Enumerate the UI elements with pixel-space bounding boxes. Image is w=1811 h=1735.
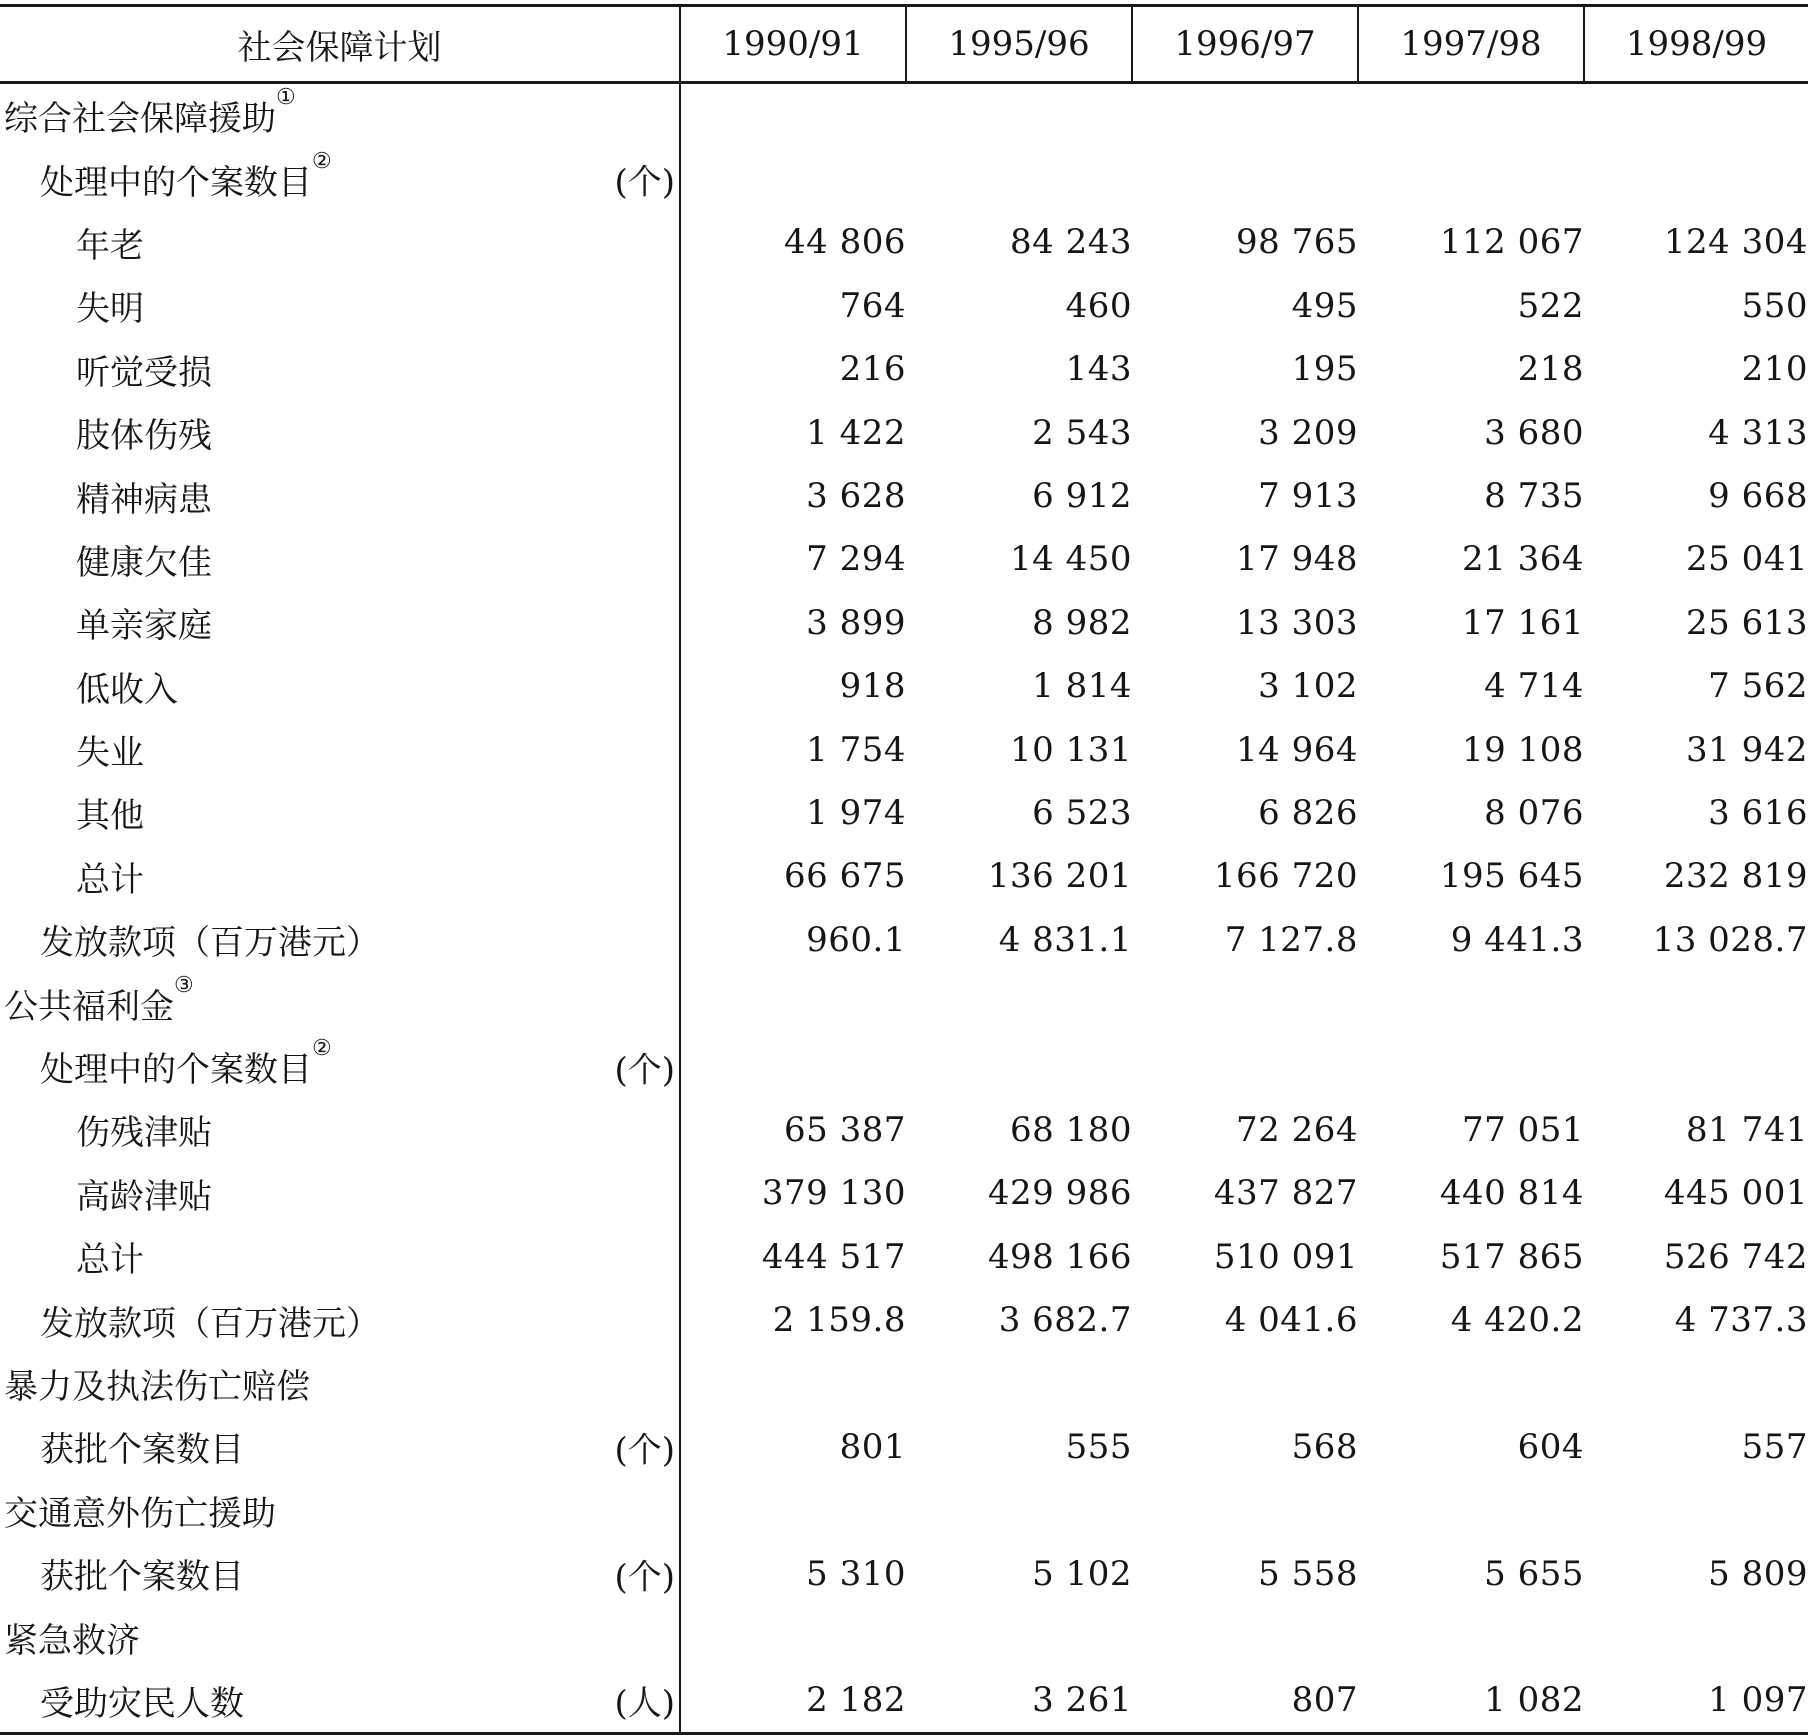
value-cell: 1 422 (680, 401, 906, 464)
table-row (0, 1225, 1808, 1288)
value-cell: 460 (1065, 285, 1132, 326)
row-label: 肢体伤残 (76, 416, 212, 457)
table-row (0, 1162, 1808, 1225)
row-label-cell (0, 338, 680, 401)
table-row (0, 211, 1808, 274)
value-cell: 112 067 (1439, 222, 1584, 263)
row-label: 失业 (76, 733, 144, 774)
footnote-marker: ② (312, 1036, 332, 1062)
value-cell: 77 051 (1462, 1109, 1584, 1150)
value-cell: 4 313 (1708, 412, 1808, 453)
table-header (0, 6, 1808, 83)
row-label: 受助灾民人数 (40, 1683, 244, 1724)
row-label: 紧急救济 (4, 1620, 140, 1661)
row-label: 精神病患 (76, 479, 212, 520)
row-label-cell (0, 1479, 680, 1542)
row-label-cell (0, 1605, 680, 1668)
value-cell (906, 1035, 1132, 1098)
table-row (0, 464, 1808, 527)
row-label-cell (0, 1225, 680, 1288)
row-label-cell (0, 1288, 680, 1351)
value-cell: 5 809 (1708, 1553, 1808, 1594)
row-label-cell (0, 1669, 680, 1734)
value-cell (1358, 1352, 1584, 1415)
value-cell: 4 737.3 (1674, 1300, 1808, 1341)
row-label-cell (0, 781, 680, 844)
value-cell: 3 680 (1484, 412, 1584, 453)
unit-label: (人) (614, 1683, 675, 1724)
row-label-cell (0, 83, 680, 148)
value-cell: 232 819 (1663, 856, 1808, 897)
value-cell: 918 (680, 655, 906, 718)
value-cell: 8 982 (1032, 602, 1132, 643)
value-cell (680, 83, 906, 148)
value-cell: 3 261 (906, 1669, 1132, 1734)
value-cell: 5 558 (1258, 1553, 1358, 1594)
value-cell: 136 201 (987, 856, 1132, 897)
value-cell: 526 742 (1663, 1236, 1808, 1277)
unit-label: (个) (614, 1050, 675, 1091)
value-cell: 4 041.6 (1224, 1300, 1358, 1341)
header-year: 1997/98 (1358, 6, 1584, 83)
value-cell (1132, 1479, 1358, 1542)
value-cell: 44 806 (680, 211, 906, 274)
value-cell: 14 964 (1236, 729, 1358, 770)
table-row (0, 274, 1808, 337)
value-cell (906, 971, 1132, 1034)
value-cell (1358, 971, 1584, 1034)
value-cell (1584, 147, 1808, 210)
row-label-cell (0, 464, 680, 527)
table-row (0, 1669, 1808, 1734)
value-cell: 4 714 (1484, 666, 1584, 707)
row-label-cell (0, 211, 680, 274)
value-cell: 25 041 (1686, 539, 1808, 580)
footnote-marker: ① (276, 85, 296, 111)
value-cell: 3 102 (1258, 666, 1358, 707)
row-label: 低收入 (76, 669, 178, 710)
value-cell: 84 243 (1010, 222, 1132, 263)
row-label: 伤残津贴 (76, 1113, 212, 1154)
value-cell (1132, 83, 1358, 148)
value-cell: 4 420.2 (1450, 1300, 1584, 1341)
value-cell: 17 161 (1462, 602, 1584, 643)
value-cell: 3 209 (1258, 412, 1358, 453)
value-cell: 2 543 (1032, 412, 1132, 453)
value-cell: 429 986 (987, 1173, 1132, 1214)
value-cell: 444 517 (680, 1225, 906, 1288)
value-cell (1358, 1605, 1584, 1668)
table-row (0, 971, 1808, 1034)
table-body (0, 83, 1808, 1734)
row-label-cell (0, 1415, 680, 1478)
value-cell: 65 387 (680, 1098, 906, 1161)
value-cell (1584, 1605, 1808, 1668)
value-cell (1358, 1479, 1584, 1542)
value-cell: 8 735 (1484, 476, 1584, 517)
table-row (0, 1542, 1808, 1605)
unit-label: (个) (614, 162, 675, 203)
row-label: 暴力及执法伤亡赔偿 (4, 1367, 310, 1407)
row-label: 获批个案数目 (40, 1557, 244, 1598)
value-cell: 1 974 (680, 781, 906, 844)
value-cell: 1 754 (680, 718, 906, 781)
table-row (0, 1352, 1808, 1415)
value-cell: 517 865 (1439, 1236, 1584, 1277)
value-cell: 8 076 (1484, 792, 1584, 833)
value-cell (680, 1352, 906, 1415)
value-cell: 6 826 (1258, 792, 1358, 833)
value-cell: 3 628 (680, 464, 906, 527)
value-cell: 124 304 (1663, 222, 1808, 263)
value-cell (1358, 83, 1584, 148)
value-cell: 7 294 (680, 528, 906, 591)
header-year: 1996/97 (1132, 6, 1358, 83)
table-row (0, 591, 1808, 654)
value-cell: 216 (680, 338, 906, 401)
row-label-cell (0, 908, 680, 971)
value-cell: 10 131 (1010, 729, 1132, 770)
value-cell: 31 942 (1686, 729, 1808, 770)
value-cell: 9 668 (1708, 476, 1808, 517)
value-cell: 440 814 (1439, 1173, 1584, 1214)
row-label-cell (0, 655, 680, 718)
value-cell: 210 (1741, 349, 1808, 390)
row-label: 处理中的个案数目 (40, 162, 312, 203)
row-label: 获批个案数目 (40, 1430, 244, 1471)
social-security-table (0, 4, 1808, 1735)
value-cell (1132, 1352, 1358, 1415)
value-cell: 166 720 (1213, 856, 1358, 897)
row-label-cell (0, 1352, 680, 1415)
value-cell: 7 562 (1708, 666, 1808, 707)
value-cell (906, 147, 1132, 210)
value-cell: 25 613 (1686, 602, 1808, 643)
value-cell (1132, 1605, 1358, 1668)
footnote-marker: ② (312, 148, 332, 174)
unit-label: (个) (614, 1557, 675, 1598)
row-label-cell (0, 274, 680, 337)
value-cell: 3 616 (1708, 792, 1808, 833)
value-cell (1132, 147, 1358, 210)
value-cell: 801 (680, 1415, 906, 1478)
value-cell: 495 (1291, 285, 1358, 326)
value-cell: 218 (1517, 349, 1584, 390)
value-cell: 5 310 (680, 1542, 906, 1605)
value-cell: 3 682.7 (998, 1300, 1132, 1341)
row-label: 健康欠佳 (76, 542, 212, 583)
table-row (0, 845, 1808, 908)
table-row (0, 528, 1808, 591)
row-label-cell (0, 401, 680, 464)
value-cell: 195 645 (1439, 856, 1584, 897)
row-label-cell (0, 591, 680, 654)
value-cell: 3 899 (680, 591, 906, 654)
value-cell: 557 (1741, 1426, 1808, 1467)
value-cell: 81 741 (1686, 1109, 1808, 1150)
value-cell: 960.1 (680, 908, 906, 971)
value-cell: 14 450 (1010, 539, 1132, 580)
table-row (0, 1288, 1808, 1351)
value-cell: 555 (1065, 1426, 1132, 1467)
value-cell: 1 082 (1358, 1669, 1584, 1734)
value-cell (680, 147, 906, 210)
value-cell: 98 765 (1236, 222, 1358, 263)
header-year: 1998/99 (1584, 6, 1808, 83)
value-cell (1358, 1035, 1584, 1098)
value-cell: 568 (1291, 1426, 1358, 1467)
value-cell (680, 1605, 906, 1668)
value-cell: 550 (1741, 285, 1808, 326)
value-cell (680, 1479, 906, 1542)
row-label-cell (0, 147, 680, 210)
table-row (0, 147, 1808, 210)
row-label: 公共福利金 (4, 986, 174, 1027)
row-label: 失明 (76, 289, 144, 330)
value-cell (906, 83, 1132, 148)
value-cell: 19 108 (1462, 729, 1584, 770)
footnote-marker: ③ (174, 972, 194, 998)
row-label-cell (0, 971, 680, 1034)
row-label: 综合社会保障援助 (4, 99, 276, 140)
value-cell: 6 523 (1032, 792, 1132, 833)
row-label: 发放款项（百万港元） (40, 1303, 380, 1344)
unit-label: (个) (614, 1430, 675, 1471)
value-cell: 498 166 (987, 1236, 1132, 1277)
value-cell (1132, 971, 1358, 1034)
value-cell: 379 130 (680, 1162, 906, 1225)
table-row (0, 83, 1808, 148)
row-label-cell (0, 528, 680, 591)
table-row (0, 1415, 1808, 1478)
value-cell (1584, 83, 1808, 148)
row-label: 年老 (76, 225, 144, 266)
value-cell (1584, 1035, 1808, 1098)
value-cell: 5 102 (1032, 1553, 1132, 1594)
row-label-cell (0, 1162, 680, 1225)
value-cell: 1 097 (1584, 1669, 1808, 1734)
value-cell: 13 303 (1236, 602, 1358, 643)
value-cell: 13 028.7 (1652, 919, 1808, 960)
row-label-cell (0, 1098, 680, 1161)
value-cell: 6 912 (1032, 476, 1132, 517)
value-cell: 5 655 (1484, 1553, 1584, 1594)
value-cell: 510 091 (1213, 1236, 1358, 1277)
table-row (0, 1035, 1808, 1098)
table-row (0, 718, 1808, 781)
value-cell: 2 159.8 (680, 1288, 906, 1351)
row-label-cell (0, 1542, 680, 1605)
value-cell (1132, 1035, 1358, 1098)
value-cell: 7 127.8 (1224, 919, 1358, 960)
value-cell (906, 1479, 1132, 1542)
value-cell: 9 441.3 (1450, 919, 1584, 960)
row-label: 交通意外伤亡援助 (4, 1493, 276, 1534)
row-label: 处理中的个案数目 (40, 1050, 312, 1091)
header-program: 社会保障计划 (0, 6, 680, 83)
value-cell (680, 971, 906, 1034)
value-cell: 522 (1517, 285, 1584, 326)
table-row (0, 1605, 1808, 1668)
value-cell: 1 814 (1032, 666, 1132, 707)
header-year: 1995/96 (906, 6, 1132, 83)
value-cell: 445 001 (1663, 1173, 1808, 1214)
row-label: 总计 (76, 1240, 144, 1281)
row-label-cell (0, 845, 680, 908)
row-label: 高龄津贴 (76, 1176, 212, 1217)
value-cell: 2 182 (680, 1669, 906, 1734)
value-cell (906, 1352, 1132, 1415)
row-label: 单亲家庭 (76, 606, 212, 647)
header-year: 1990/91 (680, 6, 906, 83)
value-cell: 17 948 (1236, 539, 1358, 580)
value-cell (1358, 147, 1584, 210)
row-label-cell (0, 1035, 680, 1098)
value-cell: 21 364 (1462, 539, 1584, 580)
table-row (0, 1479, 1808, 1542)
value-cell (680, 1035, 906, 1098)
row-label: 其他 (76, 796, 144, 837)
table-row (0, 781, 1808, 844)
table-row (0, 1098, 1808, 1161)
row-label: 听觉受损 (76, 352, 212, 393)
value-cell: 72 264 (1236, 1109, 1358, 1150)
value-cell: 66 675 (680, 845, 906, 908)
value-cell: 807 (1132, 1669, 1358, 1734)
value-cell: 764 (680, 274, 906, 337)
row-label: 发放款项（百万港元） (40, 923, 380, 964)
value-cell (906, 1605, 1132, 1668)
header-row (0, 6, 1808, 83)
value-cell (1584, 971, 1808, 1034)
value-cell: 7 913 (1258, 476, 1358, 517)
table-row (0, 908, 1808, 971)
value-cell: 4 831.1 (998, 919, 1132, 960)
table-row (0, 338, 1808, 401)
row-label: 总计 (76, 859, 144, 900)
value-cell: 437 827 (1213, 1173, 1358, 1214)
value-cell (1584, 1479, 1808, 1542)
table-row (0, 401, 1808, 464)
value-cell: 68 180 (1010, 1109, 1132, 1150)
row-label-cell (0, 718, 680, 781)
value-cell: 604 (1517, 1426, 1584, 1467)
table-row (0, 655, 1808, 718)
value-cell (1584, 1352, 1808, 1415)
value-cell: 143 (1065, 349, 1132, 390)
value-cell: 195 (1291, 349, 1358, 390)
